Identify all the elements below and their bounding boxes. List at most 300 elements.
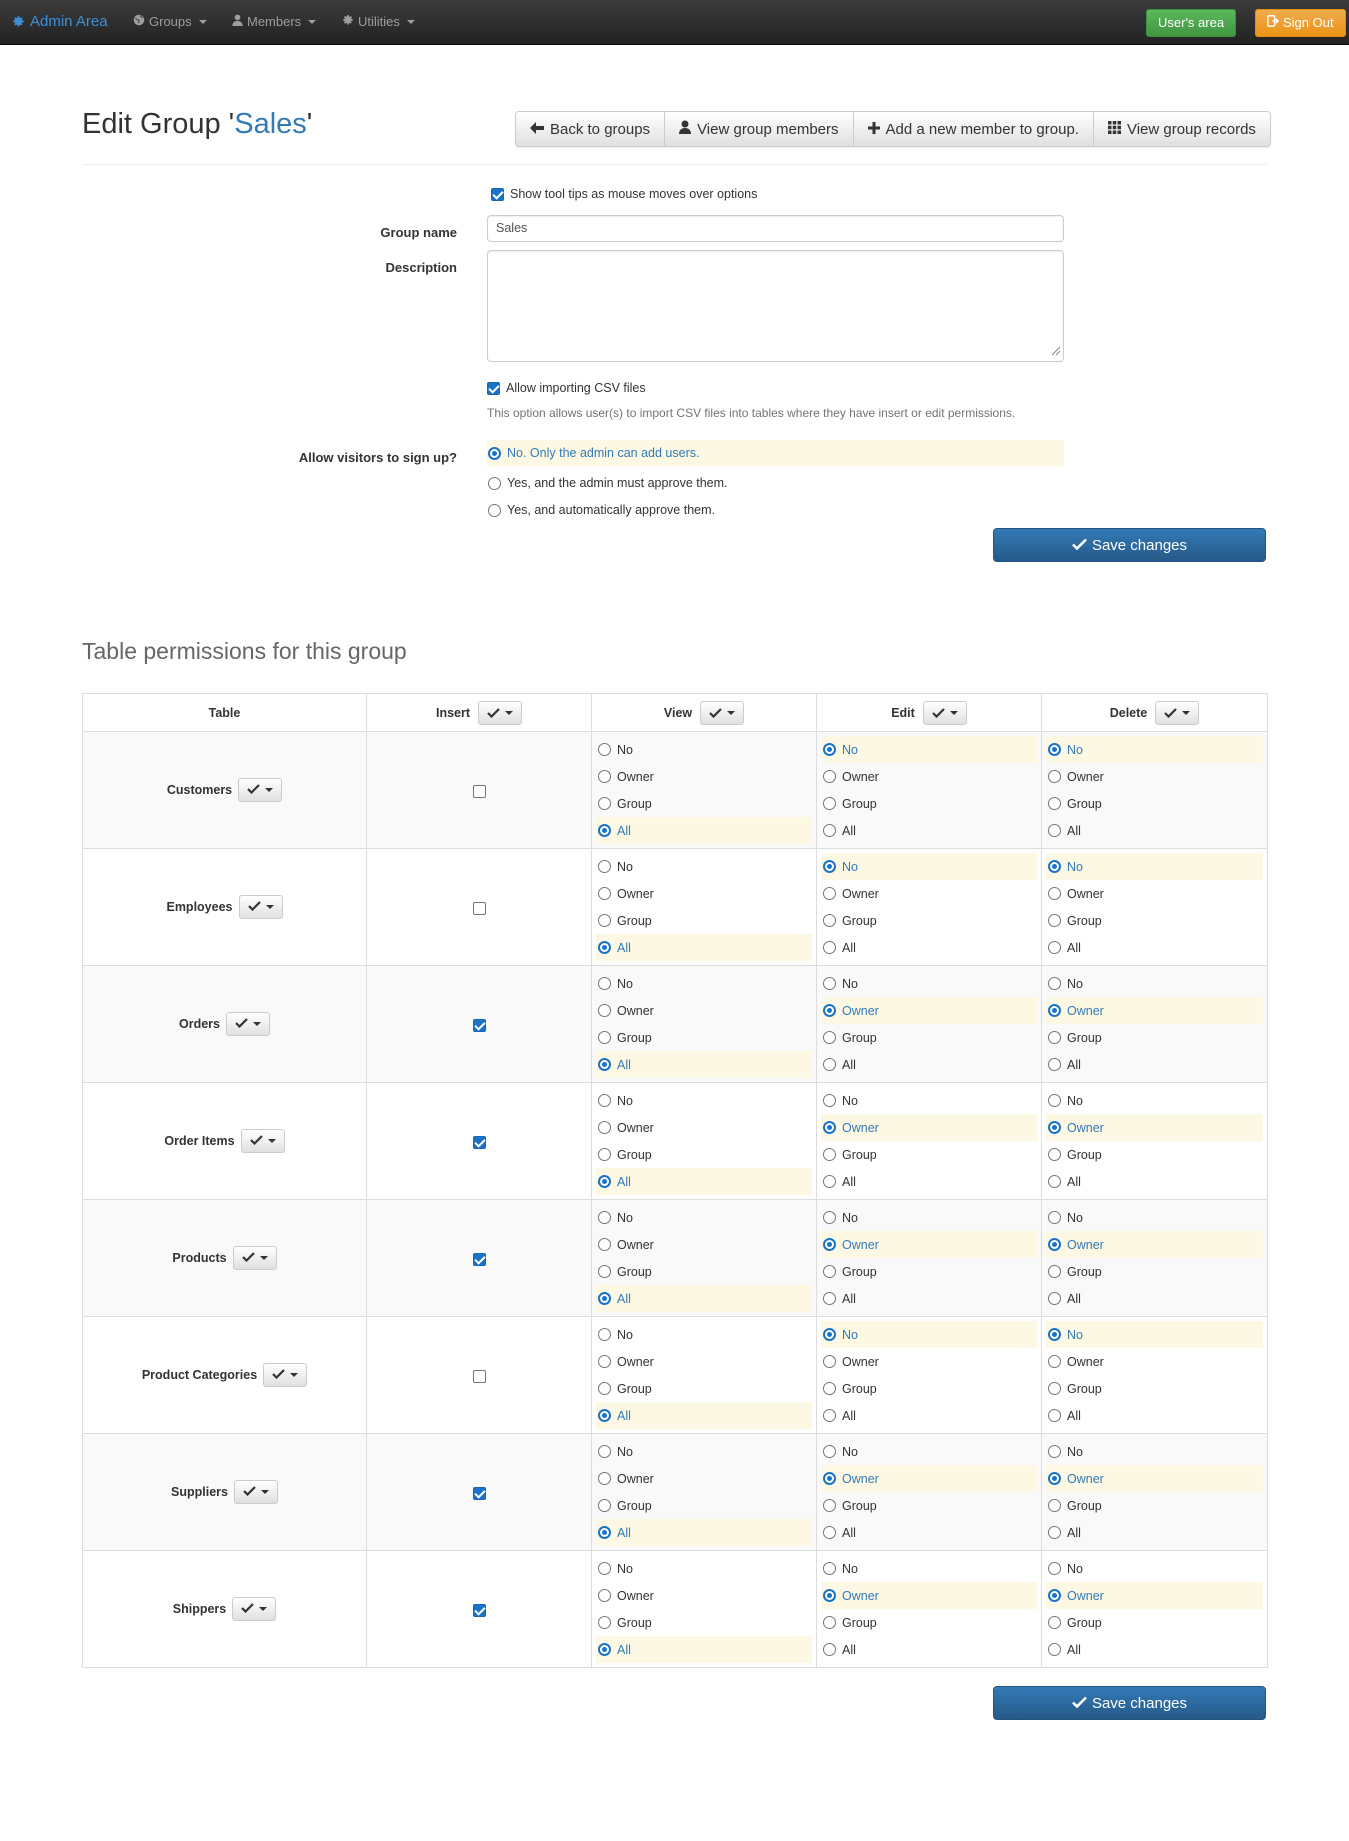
- view-option[interactable]: [596, 817, 812, 844]
- edit-radio[interactable]: [823, 1004, 836, 1017]
- delete-radio[interactable]: [1048, 1265, 1061, 1278]
- edit-option[interactable]: [821, 763, 1037, 790]
- view-option[interactable]: [596, 1024, 812, 1051]
- header-delete: [1042, 694, 1268, 732]
- caret-down-icon: [1182, 711, 1190, 715]
- view-option-label: Group: [617, 913, 652, 928]
- edit-option[interactable]: [821, 1087, 1037, 1114]
- delete-options: [1042, 1555, 1267, 1663]
- back-to-groups-button[interactable]: [516, 112, 665, 146]
- view-radio[interactable]: [598, 1211, 611, 1224]
- view-radio[interactable]: [598, 1238, 611, 1251]
- delete-radio[interactable]: [1048, 1292, 1061, 1305]
- delete-option[interactable]: [1046, 1321, 1263, 1348]
- view-option[interactable]: [596, 1582, 812, 1609]
- edit-radio[interactable]: [823, 1328, 836, 1341]
- edit-radio[interactable]: [823, 887, 836, 900]
- edit-radio[interactable]: [823, 1445, 836, 1458]
- edit-radio[interactable]: [823, 1175, 836, 1188]
- signup-radio[interactable]: [488, 477, 501, 490]
- edit-option[interactable]: [821, 997, 1037, 1024]
- csv-import-toggle[interactable]: [487, 381, 646, 395]
- edit-option-label: All: [842, 1642, 856, 1657]
- edit-option[interactable]: [821, 934, 1037, 961]
- delete-option-label: Group: [1067, 1615, 1102, 1630]
- delete-radio[interactable]: [1048, 1382, 1061, 1395]
- edit-option[interactable]: [821, 1519, 1037, 1546]
- edit-option[interactable]: [821, 1285, 1037, 1312]
- caret-down-icon: [268, 1139, 276, 1143]
- edit-radio[interactable]: [823, 860, 836, 873]
- insert-cell: [367, 732, 592, 849]
- delete-option[interactable]: [1046, 934, 1263, 961]
- delete-option[interactable]: [1046, 1258, 1263, 1285]
- check-icon: [235, 1017, 248, 1031]
- arrow-left-icon: [530, 121, 544, 138]
- row-permissions-dropdown[interactable]: [232, 1597, 276, 1621]
- view-option[interactable]: [596, 1231, 812, 1258]
- view-radio[interactable]: [598, 1382, 611, 1395]
- edit-option[interactable]: [821, 853, 1037, 880]
- delete-radio[interactable]: [1048, 1472, 1061, 1485]
- table-name-label: Product Categories: [141, 1368, 258, 1382]
- view-option[interactable]: [596, 790, 812, 817]
- delete-radio[interactable]: [1048, 1175, 1061, 1188]
- edit-radio[interactable]: [823, 1211, 836, 1224]
- delete-radio[interactable]: [1048, 1526, 1061, 1539]
- edit-option-label: All: [842, 1408, 856, 1423]
- view-option[interactable]: [596, 1285, 812, 1312]
- row-permissions-dropdown[interactable]: [226, 1012, 270, 1036]
- view-radio[interactable]: [598, 1148, 611, 1161]
- edit-radio[interactable]: [823, 941, 836, 954]
- view-option[interactable]: [596, 736, 812, 763]
- row-permissions-dropdown[interactable]: [263, 1363, 307, 1387]
- edit-radio[interactable]: [823, 824, 836, 837]
- add-member-button[interactable]: [854, 112, 1094, 146]
- insert-checkbox[interactable]: [473, 785, 486, 798]
- nav-members-menu[interactable]: [232, 14, 316, 29]
- csv-import-checkbox[interactable]: [487, 382, 500, 395]
- edit-cell: [817, 1434, 1042, 1551]
- delete-option[interactable]: [1046, 1168, 1263, 1195]
- view-option[interactable]: [596, 1348, 812, 1375]
- view-option[interactable]: [596, 1636, 812, 1663]
- view-group-members-button[interactable]: [665, 112, 853, 146]
- delete-option[interactable]: [1046, 997, 1263, 1024]
- view-option[interactable]: [596, 997, 812, 1024]
- insert-checkbox[interactable]: [473, 1253, 486, 1266]
- view-option[interactable]: [596, 1438, 812, 1465]
- delete-radio[interactable]: [1048, 887, 1061, 900]
- view-radio[interactable]: [598, 860, 611, 873]
- delete-cell: [1042, 966, 1268, 1083]
- delete-option[interactable]: [1046, 1438, 1263, 1465]
- delete-options: [1042, 1204, 1267, 1312]
- view-radio[interactable]: [598, 824, 611, 837]
- tooltips-checkbox[interactable]: [491, 188, 504, 201]
- tooltips-toggle[interactable]: [491, 187, 757, 201]
- edit-cell: [817, 1317, 1042, 1434]
- insert-checkbox[interactable]: [473, 1136, 486, 1149]
- edit-option[interactable]: [821, 1402, 1037, 1429]
- edit-options: [817, 1438, 1041, 1546]
- back-to-groups-label: Back to groups: [550, 120, 651, 138]
- insert-checkbox[interactable]: [473, 902, 486, 915]
- view-radio[interactable]: [598, 1121, 611, 1134]
- insert-checkbox[interactable]: [473, 1487, 486, 1500]
- view-option[interactable]: [596, 1168, 812, 1195]
- row-permissions-dropdown[interactable]: [241, 1129, 285, 1153]
- signup-label: Allow visitors to sign up?: [298, 450, 457, 465]
- delete-option[interactable]: [1046, 1375, 1263, 1402]
- view-radio[interactable]: [598, 887, 611, 900]
- view-radio[interactable]: [598, 1094, 611, 1107]
- delete-radio[interactable]: [1048, 1058, 1061, 1071]
- view-option[interactable]: [596, 1258, 812, 1285]
- view-option-label: Group: [617, 1030, 652, 1045]
- view-radio[interactable]: [598, 1355, 611, 1368]
- delete-option[interactable]: [1046, 1348, 1263, 1375]
- edit-option[interactable]: [821, 790, 1037, 817]
- delete-option[interactable]: [1046, 1636, 1263, 1663]
- view-option[interactable]: [596, 1141, 812, 1168]
- edit-option-label: No: [842, 1444, 858, 1459]
- view-radio[interactable]: [598, 1175, 611, 1188]
- edit-option[interactable]: [821, 1204, 1037, 1231]
- edit-radio[interactable]: [823, 770, 836, 783]
- view-option[interactable]: [596, 763, 812, 790]
- delete-radio[interactable]: [1048, 941, 1061, 954]
- table-row: [83, 732, 1268, 849]
- edit-option[interactable]: [821, 1231, 1037, 1258]
- signup-option[interactable]: [487, 497, 1064, 523]
- insert-checkbox[interactable]: [473, 1370, 486, 1383]
- view-option[interactable]: [596, 1087, 812, 1114]
- delete-option[interactable]: [1046, 763, 1263, 790]
- delete-option[interactable]: [1046, 1024, 1263, 1051]
- view-option-label: Owner: [617, 1237, 654, 1252]
- delete-radio[interactable]: [1048, 1004, 1061, 1017]
- caret-down-icon: [261, 1490, 269, 1494]
- edit-option[interactable]: [821, 1348, 1037, 1375]
- view-cell: [592, 1317, 817, 1434]
- delete-cell: [1042, 849, 1268, 966]
- edit-radio[interactable]: [823, 1562, 836, 1575]
- edit-radio[interactable]: [823, 1382, 836, 1395]
- delete-option[interactable]: [1046, 1204, 1263, 1231]
- insert-cell: [367, 1083, 592, 1200]
- edit-option[interactable]: [821, 1114, 1037, 1141]
- edit-option-label: Owner: [842, 1354, 879, 1369]
- check-icon: [247, 783, 260, 797]
- edit-radio[interactable]: [823, 1265, 836, 1278]
- delete-radio[interactable]: [1048, 1031, 1061, 1044]
- edit-option[interactable]: [821, 970, 1037, 997]
- edit-radio[interactable]: [823, 1499, 836, 1512]
- view-option[interactable]: [596, 1375, 812, 1402]
- view-radio[interactable]: [598, 1409, 611, 1422]
- save-changes-button[interactable]: [993, 528, 1266, 562]
- view-option-label: All: [617, 1408, 631, 1423]
- nav-utilities-menu[interactable]: [342, 14, 415, 29]
- edit-radio[interactable]: [823, 914, 836, 927]
- resize-handle-icon[interactable]: [1051, 345, 1061, 359]
- view-option[interactable]: [596, 1492, 812, 1519]
- delete-radio[interactable]: [1048, 770, 1061, 783]
- view-option[interactable]: [596, 1402, 812, 1429]
- edit-radio[interactable]: [823, 1472, 836, 1485]
- view-radio[interactable]: [598, 1526, 611, 1539]
- delete-radio[interactable]: [1048, 743, 1061, 756]
- delete-radio[interactable]: [1048, 1355, 1061, 1368]
- edit-option[interactable]: [821, 880, 1037, 907]
- view-option[interactable]: [596, 1555, 812, 1582]
- edit-radio[interactable]: [823, 1643, 836, 1656]
- delete-option[interactable]: [1046, 1141, 1263, 1168]
- view-option[interactable]: [596, 1465, 812, 1492]
- view-radio[interactable]: [598, 743, 611, 756]
- header-table-label: Table: [208, 705, 241, 720]
- delete-option[interactable]: [1046, 790, 1263, 817]
- delete-radio[interactable]: [1048, 860, 1061, 873]
- edit-option[interactable]: [821, 1438, 1037, 1465]
- delete-option-label: No: [1067, 1444, 1083, 1459]
- delete-option[interactable]: [1046, 1555, 1263, 1582]
- view-option[interactable]: [596, 907, 812, 934]
- view-radio[interactable]: [598, 1031, 611, 1044]
- signup-radio[interactable]: [488, 504, 501, 517]
- delete-option[interactable]: [1046, 1051, 1263, 1078]
- signup-radio[interactable]: [488, 447, 501, 460]
- view-radio[interactable]: [598, 1265, 611, 1278]
- brand-link[interactable]: [12, 13, 108, 30]
- delete-option-label: All: [1067, 823, 1081, 838]
- edit-option[interactable]: [821, 1375, 1037, 1402]
- delete-option[interactable]: [1046, 1492, 1263, 1519]
- view-radio[interactable]: [598, 770, 611, 783]
- view-option[interactable]: [596, 1204, 812, 1231]
- delete-option[interactable]: [1046, 736, 1263, 763]
- grid-icon: [1108, 121, 1121, 138]
- edit-radio[interactable]: [823, 743, 836, 756]
- delete-option[interactable]: [1046, 1609, 1263, 1636]
- view-option-label: All: [617, 1057, 631, 1072]
- edit-option[interactable]: [821, 1465, 1037, 1492]
- edit-option[interactable]: [821, 1141, 1037, 1168]
- edit-option[interactable]: [821, 1258, 1037, 1285]
- edit-option[interactable]: [821, 736, 1037, 763]
- view-option-label: All: [617, 1291, 631, 1306]
- delete-option[interactable]: [1046, 817, 1263, 844]
- insert-cell: [367, 966, 592, 1083]
- edit-radio[interactable]: [823, 1589, 836, 1602]
- group-name-input[interactable]: Sales: [487, 215, 1064, 242]
- row-permissions-dropdown[interactable]: [238, 778, 282, 802]
- csv-help-text: This option allows user(s) to import CSV files into tables where they have insert or edit permissions.: [487, 406, 1016, 420]
- edit-radio[interactable]: [823, 1031, 836, 1044]
- users-area-button[interactable]: [1146, 9, 1236, 37]
- insert-checkbox[interactable]: [473, 1019, 486, 1032]
- view-options: [592, 853, 816, 961]
- edit-option[interactable]: [821, 1051, 1037, 1078]
- delete-radio[interactable]: [1048, 1211, 1061, 1224]
- delete-option-label: No: [1067, 742, 1083, 757]
- nav-members-label: Members: [247, 14, 302, 29]
- nav-groups-menu[interactable]: [133, 14, 207, 29]
- edit-radio[interactable]: [823, 1292, 836, 1305]
- edit-option[interactable]: [821, 1492, 1037, 1519]
- view-radio[interactable]: [598, 1562, 611, 1575]
- edit-option[interactable]: [821, 1609, 1037, 1636]
- view-radio[interactable]: [598, 1472, 611, 1485]
- sign-out-button[interactable]: [1255, 9, 1346, 37]
- signup-option[interactable]: [487, 470, 1064, 496]
- delete-radio[interactable]: [1048, 1328, 1061, 1341]
- edit-radio[interactable]: [823, 1058, 836, 1071]
- delete-radio[interactable]: [1048, 1148, 1061, 1161]
- view-radio[interactable]: [598, 1058, 611, 1071]
- view-option[interactable]: [596, 970, 812, 997]
- edit-all-dropdown[interactable]: [923, 701, 967, 725]
- edit-radio[interactable]: [823, 1094, 836, 1107]
- edit-radio[interactable]: [823, 1355, 836, 1368]
- edit-option[interactable]: [821, 817, 1037, 844]
- view-option[interactable]: [596, 880, 812, 907]
- delete-radio[interactable]: [1048, 1121, 1061, 1134]
- delete-option[interactable]: [1046, 907, 1263, 934]
- check-icon: [932, 708, 945, 718]
- delete-radio[interactable]: [1048, 1616, 1061, 1629]
- edit-radio[interactable]: [823, 1616, 836, 1629]
- view-option[interactable]: [596, 1519, 812, 1546]
- insert-all-dropdown[interactable]: [478, 701, 522, 725]
- caret-down-icon: [265, 788, 273, 792]
- view-option-label: Group: [617, 1147, 652, 1162]
- edit-option[interactable]: [821, 1024, 1037, 1051]
- delete-radio[interactable]: [1048, 797, 1061, 810]
- edit-option[interactable]: [821, 1582, 1037, 1609]
- edit-option[interactable]: [821, 1321, 1037, 1348]
- delete-radio[interactable]: [1048, 914, 1061, 927]
- table-name-label: Shippers: [172, 1602, 227, 1616]
- description-textarea[interactable]: [487, 250, 1064, 362]
- edit-radio[interactable]: [823, 1526, 836, 1539]
- insert-checkbox[interactable]: [473, 1604, 486, 1617]
- delete-option-label: Group: [1067, 1264, 1102, 1279]
- header-edit-label: Edit: [891, 705, 915, 720]
- view-option[interactable]: [596, 1321, 812, 1348]
- view-radio[interactable]: [598, 1292, 611, 1305]
- view-option[interactable]: [596, 934, 812, 961]
- view-option[interactable]: [596, 1609, 812, 1636]
- view-radio[interactable]: [598, 1643, 611, 1656]
- header-insert: [367, 694, 592, 732]
- delete-radio[interactable]: [1048, 977, 1061, 990]
- delete-option[interactable]: [1046, 970, 1263, 997]
- edit-radio[interactable]: [823, 1409, 836, 1422]
- row-permissions-dropdown[interactable]: [233, 1246, 277, 1270]
- edit-radio[interactable]: [823, 1148, 836, 1161]
- view-option[interactable]: [596, 1051, 812, 1078]
- delete-radio[interactable]: [1048, 1499, 1061, 1512]
- delete-radio[interactable]: [1048, 824, 1061, 837]
- delete-radio[interactable]: [1048, 1238, 1061, 1251]
- edit-option[interactable]: [821, 1555, 1037, 1582]
- view-cell: [592, 1434, 817, 1551]
- edit-option[interactable]: [821, 1168, 1037, 1195]
- view-radio[interactable]: [598, 1004, 611, 1017]
- signup-option[interactable]: [487, 440, 1064, 466]
- table-name-label: Products: [172, 1251, 227, 1265]
- delete-radio[interactable]: [1048, 1562, 1061, 1575]
- delete-option[interactable]: [1046, 1231, 1263, 1258]
- delete-radio[interactable]: [1048, 1445, 1061, 1458]
- delete-option[interactable]: [1046, 1087, 1263, 1114]
- view-options: [592, 736, 816, 844]
- view-radio[interactable]: [598, 1445, 611, 1458]
- view-radio[interactable]: [598, 1589, 611, 1602]
- edit-radio[interactable]: [823, 797, 836, 810]
- view-radio[interactable]: [598, 1616, 611, 1629]
- row-permissions-dropdown[interactable]: [239, 895, 283, 919]
- view-all-dropdown[interactable]: [700, 701, 744, 725]
- view-radio[interactable]: [598, 797, 611, 810]
- caret-down-icon: [260, 1256, 268, 1260]
- view-group-records-button[interactable]: [1094, 112, 1270, 146]
- view-radio[interactable]: [598, 1499, 611, 1512]
- edit-radio[interactable]: [823, 977, 836, 990]
- delete-option[interactable]: [1046, 1402, 1263, 1429]
- delete-all-dropdown[interactable]: [1155, 701, 1199, 725]
- view-radio[interactable]: [598, 977, 611, 990]
- delete-options: [1042, 970, 1267, 1078]
- delete-radio[interactable]: [1048, 1589, 1061, 1602]
- edit-option-label: Owner: [842, 1471, 879, 1486]
- delete-option[interactable]: [1046, 880, 1263, 907]
- delete-radio[interactable]: [1048, 1643, 1061, 1656]
- delete-option[interactable]: [1046, 1465, 1263, 1492]
- delete-option[interactable]: [1046, 1519, 1263, 1546]
- view-option[interactable]: [596, 1114, 812, 1141]
- delete-cell: [1042, 1551, 1268, 1668]
- caret-down-icon: [253, 1022, 261, 1026]
- edit-option-label: Owner: [842, 1003, 879, 1018]
- view-radio[interactable]: [598, 1328, 611, 1341]
- view-radio[interactable]: [598, 941, 611, 954]
- edit-radio[interactable]: [823, 1121, 836, 1134]
- view-cell: [592, 1551, 817, 1668]
- delete-option[interactable]: [1046, 1582, 1263, 1609]
- view-radio[interactable]: [598, 914, 611, 927]
- edit-radio[interactable]: [823, 1238, 836, 1251]
- delete-radio[interactable]: [1048, 1094, 1061, 1107]
- delete-option[interactable]: [1046, 1285, 1263, 1312]
- delete-radio[interactable]: [1048, 1409, 1061, 1422]
- edit-option[interactable]: [821, 1636, 1037, 1663]
- delete-option-label: Owner: [1067, 769, 1104, 784]
- delete-option[interactable]: [1046, 853, 1263, 880]
- delete-option[interactable]: [1046, 1114, 1263, 1141]
- user-icon: [679, 120, 691, 138]
- edit-option[interactable]: [821, 907, 1037, 934]
- insert-cell: [367, 849, 592, 966]
- row-permissions-dropdown[interactable]: [234, 1480, 278, 1504]
- header-delete-label: Delete: [1109, 705, 1148, 720]
- save-changes-bottom-button[interactable]: [993, 1686, 1266, 1720]
- view-option[interactable]: [596, 853, 812, 880]
- delete-option-label: Owner: [1067, 1471, 1104, 1486]
